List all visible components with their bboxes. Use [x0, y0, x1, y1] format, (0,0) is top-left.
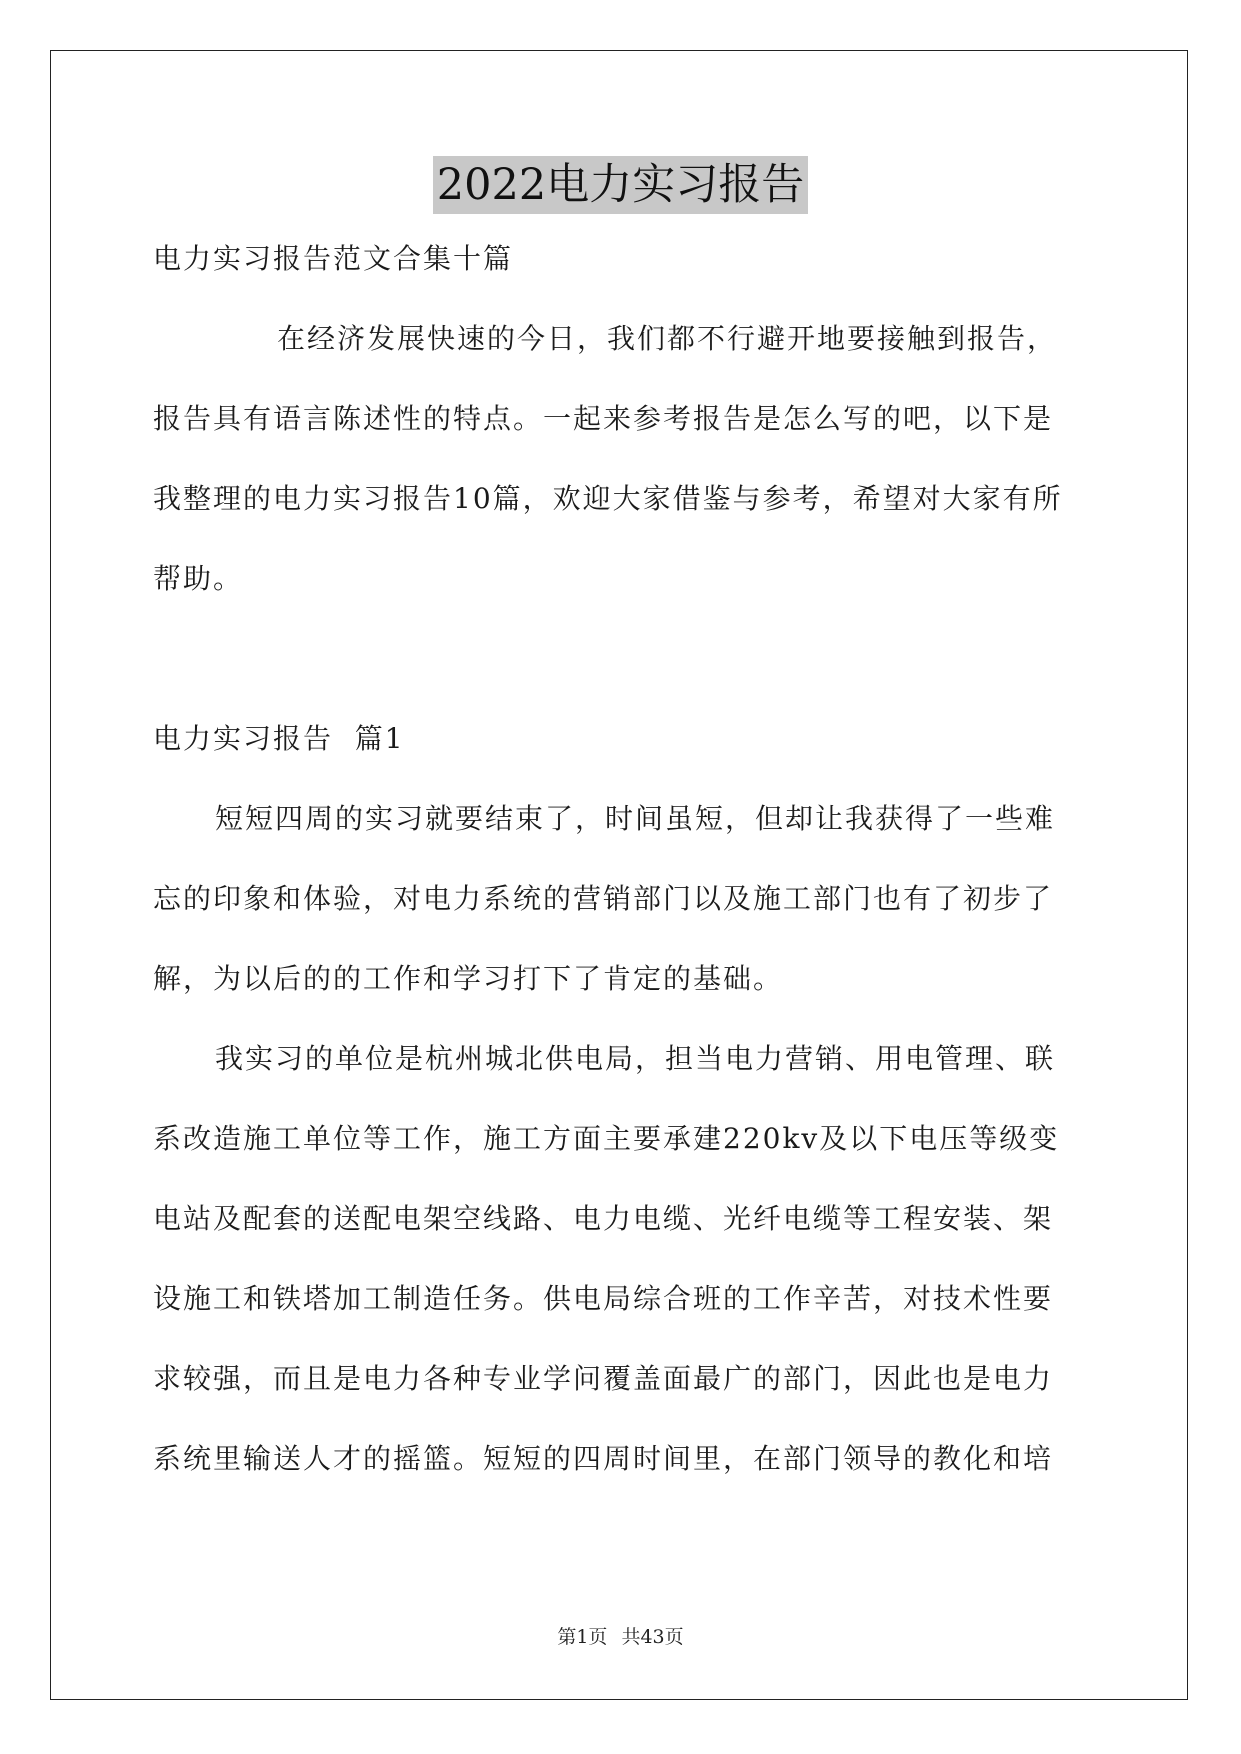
intro-line: 报告具有语言陈述性的特点。一起来参考报告是怎么写的吧，以下是 [153, 402, 1054, 435]
page-number: 第1页 [557, 1626, 608, 1648]
intro-line: 在经济发展快速的今日，我们都不行避开地要接触到报告， [277, 322, 1058, 355]
document-subtitle: 电力实习报告范文合集十篇 [153, 242, 514, 275]
section-heading: 电力实习报告 篇1 [153, 722, 405, 755]
paragraph-line: 电站及配套的送配电架空线路、电力电缆、光纤电缆等工程安装、架 [153, 1202, 1054, 1235]
intro-line: 我整理的电力实习报告10篇，欢迎大家借鉴与参考，希望对大家有所 [153, 482, 1063, 515]
paragraph-line: 我实习的单位是杭州城北供电局，担当电力营销、用电管理、联 [215, 1042, 1056, 1075]
paragraph-line: 系统里输送人才的摇篮。短短的四周时间里，在部门领导的教化和培 [153, 1442, 1054, 1475]
paragraph-line: 短短四周的实习就要结束了，时间虽短，但却让我获得了一些难 [215, 802, 1056, 835]
paragraph-line: 系改造施工单位等工作，施工方面主要承建220kv及以下电压等级变 [153, 1122, 1060, 1155]
paragraph-line: 解，为以后的的工作和学习打下了肯定的基础。 [153, 962, 784, 995]
paragraph-line: 忘的印象和体验，对电力系统的营销部门以及施工部门也有了初步了 [153, 882, 1054, 915]
spacer [153, 636, 1088, 716]
paragraph-line: 求较强，而且是电力各种专业学问覆盖面最广的部门，因此也是电力 [153, 1362, 1054, 1395]
document-body [153, 236, 1088, 1516]
intro-line: 帮助。 [153, 562, 244, 595]
page-footer [0, 1622, 1241, 1649]
document-title: 2022电力实习报告 [433, 156, 808, 214]
title-container [0, 156, 1241, 214]
page-total: 共43页 [621, 1626, 684, 1648]
paragraph-line: 设施工和铁塔加工制造任务。供电局综合班的工作辛苦，对技术性要 [153, 1282, 1054, 1315]
